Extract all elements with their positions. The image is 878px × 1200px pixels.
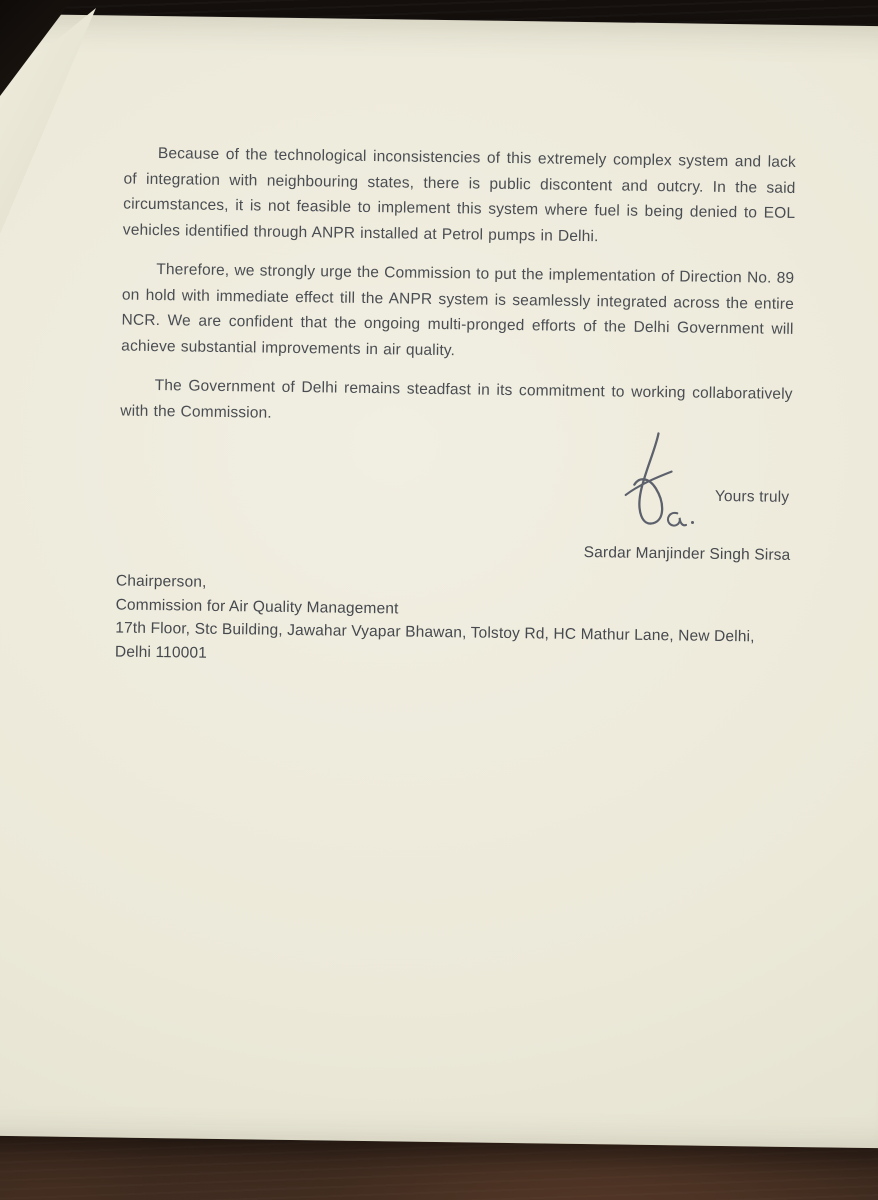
letter-body <box>114 141 796 673</box>
recipient-address <box>115 569 790 672</box>
recipient-line-organisation: Commission for Air Quality Management <box>115 595 399 617</box>
paragraph-1: Because of the technological inconsistencies of this extremely complex system and lack of integration with neighbouring states, there is public discontent and outcry. In the said circumstances, it is not feasible to implement this system where fuel is being denied to EOL vehicles identified through ANPR installed at Petrol pumps in Delhi. <box>122 145 796 245</box>
recipient-line-city: Delhi 110001 <box>114 642 208 662</box>
closing-salutation: Yours truly <box>714 487 790 506</box>
signature-block <box>119 438 792 547</box>
recipient-line-title: Chairperson, <box>115 572 207 591</box>
letter-page <box>0 14 878 1149</box>
paragraph-3: The Government of Delhi remains steadfast in its commitment to working collaboratively with the Commission. <box>120 377 793 422</box>
handwritten-signature <box>608 423 704 544</box>
signatory-name: Sardar Manjinder Singh Sirsa <box>583 544 791 564</box>
recipient-line-street: 17th Floor, Stc Building, Jawahar Vyapar Bhawan, Tolstoy Rd, HC Mathur Lane, New Delhi, <box>115 619 755 646</box>
paragraph-2: Therefore, we strongly urge the Commission to put the implementation of Direction No. 89 on hold with immediate effect till the ANPR system is seamlessly integrated across the entire NCR. We are confident that the ongoing multi-pronged efforts of the Delhi Government will achieve substantial improvements in air quality. <box>121 261 795 359</box>
